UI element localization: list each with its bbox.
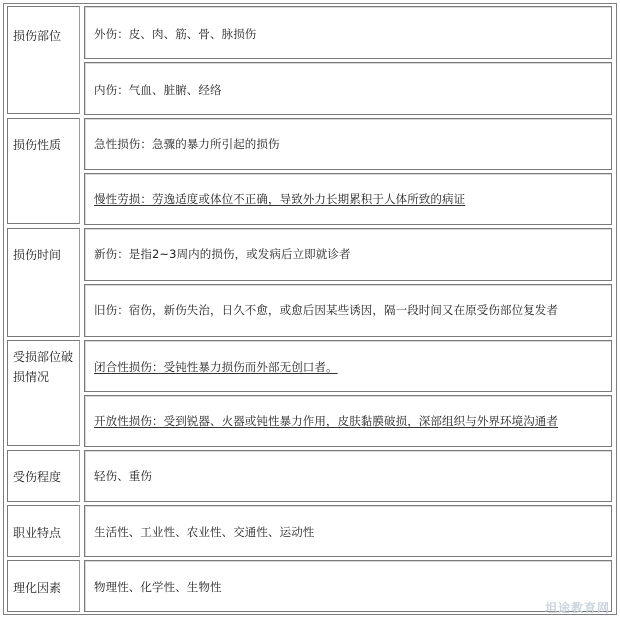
site-watermark: 坦途教育网	[544, 601, 610, 615]
value-cell	[84, 118, 612, 170]
value-text: 新伤：是指2~3周内的损伤，或发病后立即就诊者	[94, 247, 351, 261]
label-cell-injury-location	[7, 6, 80, 114]
label-text: 受损部位破损情况	[13, 350, 74, 384]
value-text: 闭合性损伤：受钝性暴力损伤而外部无创口者。	[94, 360, 338, 374]
label-cell-injury-nature	[7, 118, 80, 224]
value-cell	[84, 560, 612, 612]
label-cell-occupation	[7, 505, 80, 557]
value-text: 开放性损伤：受到锐器、火器或钝性暴力作用，皮肤黏膜破损，深部组织与外界环境沟通者	[94, 414, 558, 428]
value-text: 物理性、化学性、生物性	[94, 580, 222, 594]
label-cell-damage-condition	[7, 340, 80, 446]
value-cell	[84, 505, 612, 557]
classification-table	[3, 3, 617, 615]
value-cell	[84, 450, 612, 502]
label-cell-injury-time	[7, 228, 80, 337]
value-cell	[84, 284, 612, 337]
label-cell-physicochemical	[7, 560, 80, 612]
value-cell	[84, 395, 612, 447]
value-cell	[84, 62, 612, 115]
label-text: 损伤部位	[13, 29, 62, 43]
value-cell	[84, 228, 612, 281]
value-text: 内伤：气血、脏腑、经络	[94, 83, 222, 97]
value-cell	[84, 340, 612, 392]
value-text: 生活性、工业性、农业性、交通性、运动性	[94, 525, 315, 539]
value-text: 急性损伤：急骤的暴力所引起的损伤	[94, 137, 280, 151]
label-text: 理化因素	[13, 581, 62, 595]
label-text: 受伤程度	[13, 470, 62, 484]
label-text: 损伤时间	[13, 248, 62, 262]
label-text: 职业特点	[13, 526, 62, 540]
value-cell	[84, 173, 612, 225]
value-text: 慢性劳损：劳逸适度或体位不正确，导致外力长期累积于人体所致的病证	[94, 192, 466, 206]
value-text: 外伤：皮、肉、筋、骨、脉损伤	[94, 27, 257, 41]
value-text: 轻伤、重伤	[94, 469, 152, 483]
label-cell-severity	[7, 450, 80, 502]
value-cell	[84, 6, 612, 59]
value-text: 旧伤：宿伤，新伤失治，日久不愈，或愈后因某些诱因，隔一段时间又在原受伤部位复发者	[94, 303, 558, 317]
label-text: 损伤性质	[13, 138, 62, 152]
